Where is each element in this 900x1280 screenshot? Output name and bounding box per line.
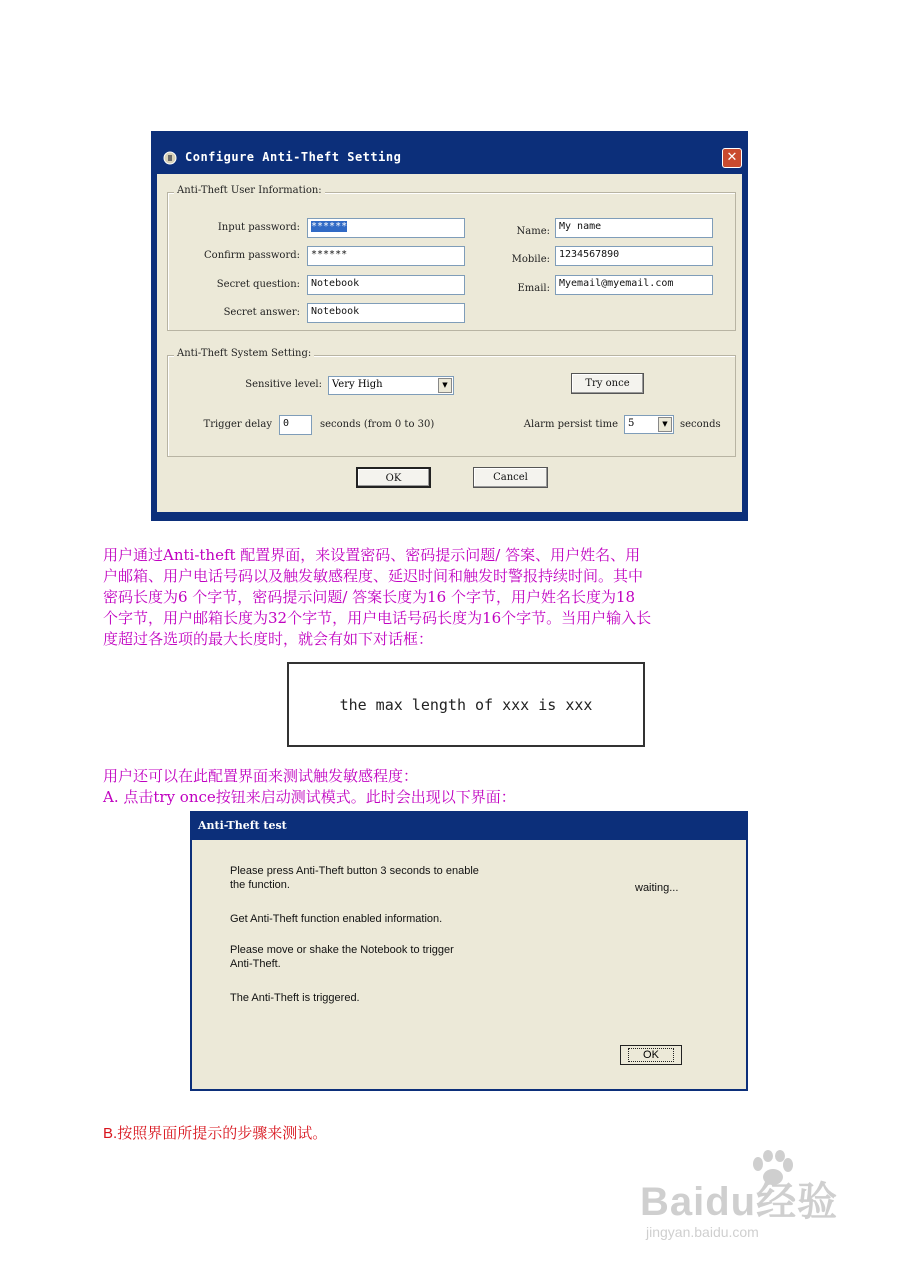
email-field[interactable]: Myemail@myemail.com (555, 275, 713, 295)
input-password-label: Input password: (217, 222, 300, 233)
step-2-line: Get Anti-Theft function enabled information. (230, 913, 443, 925)
secret-answer-label: Secret answer: (223, 307, 300, 318)
max-length-message-box (287, 662, 645, 747)
trigger-delay-field[interactable]: 0 (279, 415, 312, 435)
step-3-line-1: Please move or shake the Notebook to trigger (230, 944, 454, 956)
alarm-persist-unit: seconds (680, 419, 721, 430)
secret-question-field[interactable]: Notebook (307, 275, 465, 295)
note-text: 按照界面所提示的步骤来测试。 (117, 1124, 328, 1142)
ok-button-label: OK (628, 1048, 674, 1062)
paragraph-line: 密码长度为6 个字节，密码提示问题/ 答案长度为16 个字节，用户姓名长度为18 (103, 588, 636, 606)
close-icon[interactable]: ✕ (722, 148, 742, 168)
dialog-title: Anti-Theft test (198, 819, 287, 832)
try-once-button[interactable]: Try once (571, 373, 644, 394)
step-3-line-2: Anti-Theft. (230, 958, 281, 970)
dialog-client-area (157, 174, 742, 512)
test-instructions-paragraph (103, 766, 793, 808)
secret-question-label: Secret question: (216, 279, 300, 290)
dialog-body (192, 840, 746, 1089)
confirm-password-field[interactable]: ****** (307, 246, 465, 266)
configure-anti-theft-dialog (151, 131, 748, 521)
email-label: Email: (517, 283, 550, 294)
chevron-down-icon[interactable]: ▼ (658, 417, 672, 432)
paragraph-line: 用户还可以在此配置界面来测试触发敏感程度： (103, 767, 419, 785)
mobile-label: Mobile: (511, 254, 550, 265)
paragraph-line: 度超过各选项的最大长度时，就会有如下对话框： (103, 630, 434, 648)
baidu-watermark (640, 1150, 850, 1250)
step-4-line: The Anti-Theft is triggered. (230, 992, 360, 1004)
secret-answer-field[interactable]: Notebook (307, 303, 465, 323)
message-text: the max length of xxx is xxx (339, 696, 593, 714)
user-information-group (167, 185, 736, 331)
sensitive-level-value: Very High (332, 379, 383, 390)
name-label: Name: (516, 226, 550, 237)
step-b-note (103, 1122, 327, 1143)
note-prefix: B. (103, 1125, 118, 1142)
step-1-line-1: Please press Anti-Theft button 3 seconds to enable (230, 865, 479, 877)
watermark-logo: Baidu经验 (640, 1180, 839, 1224)
confirm-password-label: Confirm password: (204, 250, 300, 261)
status-text: waiting... (635, 882, 679, 894)
description-paragraph (103, 545, 793, 650)
paragraph-line: 户邮箱、用户电话号码以及触发敏感程度、延迟时间和触发时警报持续时间。其中 (103, 567, 644, 585)
mobile-field[interactable]: 1234567890 (555, 246, 713, 266)
ok-button[interactable]: OK (356, 467, 431, 488)
group-title: Anti-Theft System Setting: (174, 348, 314, 359)
dialog-titlebar (157, 145, 742, 173)
dialog-title: Configure Anti-Theft Setting (185, 150, 402, 164)
ok-button[interactable] (620, 1045, 682, 1065)
alarm-persist-select[interactable] (624, 415, 674, 434)
dialog-titlebar (192, 813, 746, 840)
sensitive-level-label: Sensitive level: (245, 379, 322, 390)
paragraph-line: 个字节，用户邮箱长度为32个字节，用户电话号码长度为16个字节。当用户输入长 (103, 609, 652, 627)
group-title: Anti-Theft User Information: (174, 185, 325, 196)
sensitive-level-select[interactable] (328, 376, 454, 395)
paragraph-line: 用户通过Anti-theft 配置界面，来设置密码、密码提示问题/ 答案、用户姓名、用 (103, 546, 641, 564)
alarm-persist-label: Alarm persist time (523, 419, 618, 430)
cancel-button[interactable]: Cancel (473, 467, 548, 488)
chevron-down-icon[interactable]: ▼ (438, 378, 452, 393)
watermark-url: jingyan.baidu.com (646, 1224, 759, 1240)
step-1-line-2: the function. (230, 879, 290, 891)
anti-theft-test-dialog (190, 811, 748, 1091)
app-icon (163, 151, 177, 165)
paragraph-line: A. 点击try once按钮来启动测试模式。此时会出现以下界面： (103, 788, 516, 806)
input-password-field[interactable]: ****** (307, 218, 465, 238)
name-field[interactable]: My name (555, 218, 713, 238)
trigger-delay-label: Trigger delay (203, 419, 272, 430)
alarm-persist-value: 5 (628, 418, 635, 429)
system-setting-group (167, 348, 736, 457)
trigger-delay-unit: seconds (from 0 to 30) (320, 419, 435, 430)
